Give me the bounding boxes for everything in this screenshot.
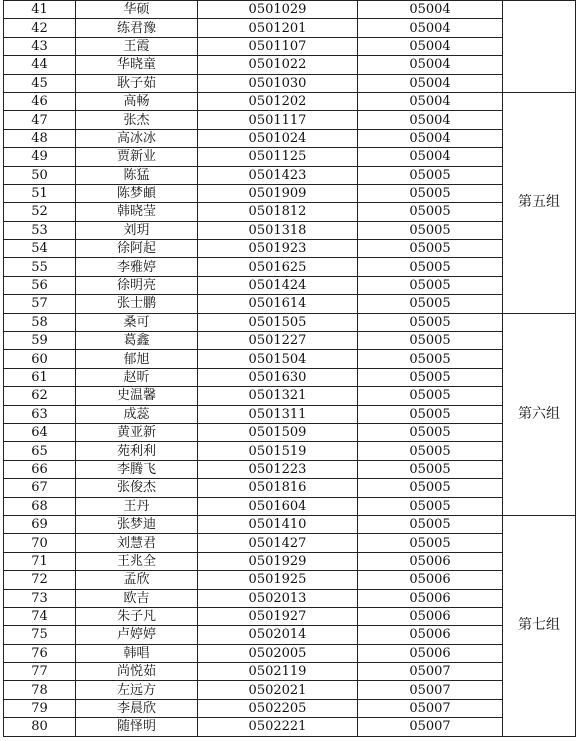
student-id-cell: 0501311 [198, 405, 358, 423]
student-name-cell: 刘玥 [76, 221, 198, 239]
student-name-cell: 耿子茹 [76, 74, 198, 92]
student-id-cell: 0502014 [198, 626, 358, 644]
student-id-cell: 0501423 [198, 166, 358, 184]
class-code-cell: 05005 [358, 515, 503, 533]
table-row [4, 295, 576, 313]
class-code-cell: 05005 [358, 460, 503, 478]
table-row [4, 387, 576, 405]
group-label-cell: 第六组 [503, 313, 576, 515]
student-id-cell: 0502119 [198, 663, 358, 681]
table-row [4, 515, 576, 533]
table-row [4, 111, 576, 129]
table-row [4, 699, 576, 717]
student-name-cell: 葛鑫 [76, 332, 198, 350]
table-row [4, 681, 576, 699]
row-number-cell: 66 [4, 460, 76, 478]
table-row [4, 571, 576, 589]
row-number-cell: 68 [4, 497, 76, 515]
class-code-cell: 05005 [358, 276, 503, 294]
class-code-cell: 05006 [358, 571, 503, 589]
class-code-cell: 05005 [358, 497, 503, 515]
row-number-cell: 48 [4, 129, 76, 147]
row-number-cell: 62 [4, 387, 76, 405]
student-name-cell: 韩唱 [76, 644, 198, 662]
row-number-cell: 54 [4, 240, 76, 258]
class-code-cell: 05005 [358, 221, 503, 239]
table-row [4, 405, 576, 423]
student-id-cell: 0501625 [198, 258, 358, 276]
class-code-cell: 05006 [358, 589, 503, 607]
student-id-cell: 0501909 [198, 184, 358, 202]
student-name-cell: 朱子凡 [76, 607, 198, 625]
student-name-cell: 欧吉 [76, 589, 198, 607]
row-number-cell: 50 [4, 166, 76, 184]
student-name-cell: 练君豫 [76, 19, 198, 37]
row-number-cell: 42 [4, 19, 76, 37]
class-code-cell: 05005 [358, 313, 503, 331]
row-number-cell: 79 [4, 699, 76, 717]
class-code-cell: 05007 [358, 681, 503, 699]
class-code-cell: 05005 [358, 405, 503, 423]
class-code-cell: 05005 [358, 423, 503, 441]
student-name-cell: 王丹 [76, 497, 198, 515]
student-id-cell: 0501519 [198, 442, 358, 460]
row-number-cell: 53 [4, 221, 76, 239]
table-row [4, 203, 576, 221]
table-row [4, 184, 576, 202]
student-id-cell: 0501321 [198, 387, 358, 405]
row-number-cell: 55 [4, 258, 76, 276]
table-row [4, 313, 576, 331]
student-name-cell: 随怿明 [76, 718, 198, 736]
class-code-cell: 05004 [358, 1, 503, 19]
table-row [4, 129, 576, 147]
class-code-cell: 05004 [358, 19, 503, 37]
row-number-cell: 61 [4, 368, 76, 386]
class-code-cell: 05005 [358, 295, 503, 313]
student-id-cell: 0501410 [198, 515, 358, 533]
class-code-cell: 05005 [358, 387, 503, 405]
student-id-cell: 0501923 [198, 240, 358, 258]
student-id-cell: 0501318 [198, 221, 358, 239]
student-id-cell: 0501125 [198, 148, 358, 166]
student-id-cell: 0501604 [198, 497, 358, 515]
class-code-cell: 05006 [358, 644, 503, 662]
table-row [4, 368, 576, 386]
class-code-cell: 05005 [358, 203, 503, 221]
student-id-cell: 0501816 [198, 479, 358, 497]
student-id-cell: 0501505 [198, 313, 358, 331]
class-code-cell: 05005 [358, 368, 503, 386]
class-code-cell: 05007 [358, 663, 503, 681]
table-row [4, 19, 576, 37]
row-number-cell: 43 [4, 37, 76, 55]
class-code-cell: 05004 [358, 56, 503, 74]
class-code-cell: 05005 [358, 350, 503, 368]
class-code-cell: 05006 [358, 626, 503, 644]
student-id-cell: 0501509 [198, 423, 358, 441]
student-name-cell: 王兆全 [76, 552, 198, 570]
class-code-cell: 05004 [358, 129, 503, 147]
student-id-cell: 0501029 [198, 1, 358, 19]
student-id-cell: 0501812 [198, 203, 358, 221]
student-id-cell: 0502205 [198, 699, 358, 717]
class-code-cell: 05004 [358, 74, 503, 92]
student-name-cell: 徐明亮 [76, 276, 198, 294]
class-code-cell: 05005 [358, 184, 503, 202]
student-id-cell: 0501117 [198, 111, 358, 129]
student-name-cell: 卢婷婷 [76, 626, 198, 644]
row-number-cell: 57 [4, 295, 76, 313]
student-id-cell: 0501504 [198, 350, 358, 368]
row-number-cell: 63 [4, 405, 76, 423]
student-id-cell: 0501107 [198, 37, 358, 55]
table-row [4, 166, 576, 184]
row-number-cell: 59 [4, 332, 76, 350]
table-row [4, 534, 576, 552]
class-code-cell: 05005 [358, 240, 503, 258]
row-number-cell: 67 [4, 479, 76, 497]
row-number-cell: 75 [4, 626, 76, 644]
row-number-cell: 64 [4, 423, 76, 441]
row-number-cell: 60 [4, 350, 76, 368]
row-number-cell: 72 [4, 571, 76, 589]
student-name-cell: 李雅婷 [76, 258, 198, 276]
table-row [4, 221, 576, 239]
row-number-cell: 76 [4, 644, 76, 662]
group-label-cell [503, 1, 576, 93]
row-number-cell: 77 [4, 663, 76, 681]
student-id-cell: 0502221 [198, 718, 358, 736]
row-number-cell: 78 [4, 681, 76, 699]
row-number-cell: 52 [4, 203, 76, 221]
class-code-cell: 05007 [358, 718, 503, 736]
student-id-cell: 0501024 [198, 129, 358, 147]
student-id-cell: 0501030 [198, 74, 358, 92]
table-row [4, 644, 576, 662]
student-id-cell: 0501227 [198, 332, 358, 350]
student-id-cell: 0501223 [198, 460, 358, 478]
student-name-cell: 华硕 [76, 1, 198, 19]
class-code-cell: 05004 [358, 148, 503, 166]
table-row [4, 607, 576, 625]
table-row [4, 37, 576, 55]
table-row [4, 332, 576, 350]
class-code-cell: 05007 [358, 699, 503, 717]
table-row [4, 276, 576, 294]
student-id-cell: 0501202 [198, 92, 358, 110]
student-name-cell: 史温馨 [76, 387, 198, 405]
student-name-cell: 黄亚新 [76, 423, 198, 441]
table-row [4, 350, 576, 368]
student-id-cell: 0501022 [198, 56, 358, 74]
student-id-cell: 0501929 [198, 552, 358, 570]
student-name-cell: 郁旭 [76, 350, 198, 368]
table-row [4, 626, 576, 644]
row-number-cell: 47 [4, 111, 76, 129]
student-name-cell: 陈猛 [76, 166, 198, 184]
row-number-cell: 65 [4, 442, 76, 460]
row-number-cell: 44 [4, 56, 76, 74]
student-name-cell: 左远方 [76, 681, 198, 699]
student-name-cell: 李腾飞 [76, 460, 198, 478]
table-row [4, 258, 576, 276]
student-name-cell: 赵昕 [76, 368, 198, 386]
student-name-cell: 张杰 [76, 111, 198, 129]
class-code-cell: 05004 [358, 92, 503, 110]
student-name-cell: 成蕊 [76, 405, 198, 423]
class-code-cell: 05005 [358, 479, 503, 497]
class-code-cell: 05004 [358, 111, 503, 129]
class-code-cell: 05004 [358, 37, 503, 55]
table-row [4, 497, 576, 515]
row-number-cell: 56 [4, 276, 76, 294]
table-row [4, 240, 576, 258]
student-name-cell: 桑可 [76, 313, 198, 331]
student-name-cell: 刘慧君 [76, 534, 198, 552]
row-number-cell: 70 [4, 534, 76, 552]
student-name-cell: 高冰冰 [76, 129, 198, 147]
student-name-cell: 王霞 [76, 37, 198, 55]
table-row [4, 423, 576, 441]
row-number-cell: 80 [4, 718, 76, 736]
student-name-cell: 李晨欣 [76, 699, 198, 717]
student-group-sheet [3, 0, 576, 737]
student-name-cell: 韩晓莹 [76, 203, 198, 221]
class-code-cell: 05005 [358, 332, 503, 350]
student-id-cell: 0501424 [198, 276, 358, 294]
student-id-cell: 0501630 [198, 368, 358, 386]
row-number-cell: 46 [4, 92, 76, 110]
student-name-cell: 苑利利 [76, 442, 198, 460]
student-name-cell: 高畅 [76, 92, 198, 110]
class-code-cell: 05005 [358, 442, 503, 460]
table-row [4, 1, 576, 19]
row-number-cell: 49 [4, 148, 76, 166]
student-name-cell: 张俊杰 [76, 479, 198, 497]
table-row [4, 148, 576, 166]
row-number-cell: 74 [4, 607, 76, 625]
student-id-cell: 0501614 [198, 295, 358, 313]
group-label-cell: 第七组 [503, 515, 576, 736]
student-id-cell: 0502013 [198, 589, 358, 607]
table-row [4, 589, 576, 607]
student-id-cell: 0502005 [198, 644, 358, 662]
student-name-cell: 徐阿起 [76, 240, 198, 258]
row-number-cell: 58 [4, 313, 76, 331]
row-number-cell: 51 [4, 184, 76, 202]
table-row [4, 442, 576, 460]
class-code-cell: 05006 [358, 607, 503, 625]
row-number-cell: 45 [4, 74, 76, 92]
student-name-cell: 孟欣 [76, 571, 198, 589]
student-table [3, 0, 576, 737]
row-number-cell: 69 [4, 515, 76, 533]
student-id-cell: 0501427 [198, 534, 358, 552]
class-code-cell: 05005 [358, 534, 503, 552]
student-id-cell: 0501201 [198, 19, 358, 37]
class-code-cell: 05006 [358, 552, 503, 570]
table-row [4, 479, 576, 497]
student-id-cell: 0502021 [198, 681, 358, 699]
row-number-cell: 41 [4, 1, 76, 19]
row-number-cell: 71 [4, 552, 76, 570]
student-id-cell: 0501927 [198, 607, 358, 625]
row-number-cell: 73 [4, 589, 76, 607]
class-code-cell: 05005 [358, 166, 503, 184]
class-code-cell: 05005 [358, 258, 503, 276]
table-body [4, 1, 576, 737]
table-row [4, 552, 576, 570]
group-label-cell: 第五组 [503, 92, 576, 313]
student-id-cell: 0501925 [198, 571, 358, 589]
table-row [4, 460, 576, 478]
student-name-cell: 贾新业 [76, 148, 198, 166]
table-row [4, 74, 576, 92]
table-row [4, 92, 576, 110]
student-name-cell: 陈梦頔 [76, 184, 198, 202]
student-name-cell: 张梦迪 [76, 515, 198, 533]
table-row [4, 663, 576, 681]
student-name-cell: 尚悦茹 [76, 663, 198, 681]
table-row [4, 718, 576, 736]
student-name-cell: 张士鹏 [76, 295, 198, 313]
student-name-cell: 华晓童 [76, 56, 198, 74]
table-row [4, 56, 576, 74]
